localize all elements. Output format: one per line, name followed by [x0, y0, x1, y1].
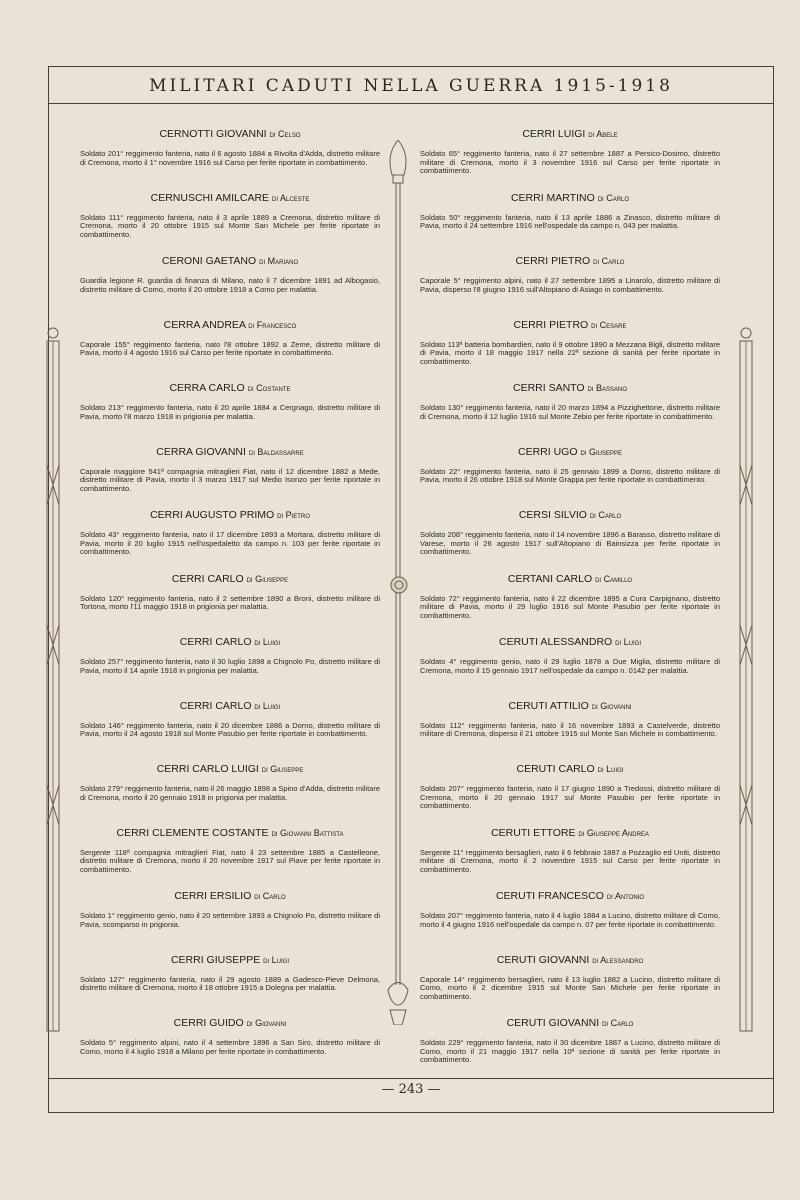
soldier-surname-given: CERUTI GIOVANNI — [496, 953, 590, 966]
soldier-name — [420, 382, 720, 394]
soldier-record-text: Guardia legione R. guardia di finanza di Milano, nato il 7 dicembre 1891 ad Albogasio, distretto militare di Como, morto il 20 ottobre 1918 a Como per malattia. — [80, 276, 380, 294]
soldier-name — [420, 700, 720, 712]
soldier-surname-given: CERRI CLEMENTE COSTANTE — [116, 826, 269, 839]
soldier-name — [420, 954, 720, 966]
soldier-record-text: Soldato 113ª batteria bombardieri, nato il 9 ottobre 1890 a Mezzana Bigli, distretto militare di Pavia, morto il 18 maggio 1917 nella 22ª sezione di sanità per ferite riportate in combattimento. — [420, 339, 720, 366]
center-seal-icon — [390, 576, 408, 594]
fallen-soldier-entry — [420, 255, 720, 294]
soldier-name — [420, 763, 720, 775]
soldier-name — [420, 192, 720, 204]
page-number: — 243 — — [381, 1082, 441, 1097]
fallen-soldier-entry — [420, 827, 720, 875]
soldier-surname-given: CERUTI CARLO — [516, 763, 595, 775]
soldier-father: di Francesco — [248, 319, 297, 330]
soldier-record-text: Soldato 112° reggimento fanteria, nato il 16 novembre 1893 a Castelverde, distretto militare di Cremona, disperso il 21 ottobre 1915 sul Monte San Michele in combattimento. — [420, 720, 720, 739]
soldier-surname-given: CERUTI ATTILIO — [508, 699, 589, 712]
soldier-surname-given: CERRI ERSILIO — [174, 890, 252, 902]
soldier-name — [420, 446, 720, 458]
soldier-surname-given: CERRI UGO — [518, 445, 578, 458]
fallen-soldier-entry — [80, 192, 380, 240]
soldier-surname-given: CERNUSCHI AMILCARE — [150, 191, 270, 204]
soldier-record-text: Caporale 155° reggimento fanteria, nato l'8 ottobre 1892 a Zeme, distretto militare di Pavia, morto il 4 agosto 1916 sul Carso per ferite riportate in combattimento. — [80, 339, 380, 358]
soldier-name — [80, 192, 380, 204]
soldier-father: di Luigi — [597, 764, 624, 774]
soldier-record-text: Sergente 118ª compagnia mitraglieri Fiat, nato il 23 settembre 1885 a Castelleone, distretto militare di Cremona, morto il 20 novembre 1917 sul Piave per ferite riportate in combattimento. — [80, 847, 380, 874]
fallen-soldier-entry — [80, 509, 380, 557]
soldier-record-text: Soldato 72° reggimento fanteria, nato il 22 dicembre 1895 a Cura Carpignano, distretto militare di Pavia, morto il 29 luglio 1916 sul Monte Pasubio per ferite riportate in combattimento. — [420, 593, 720, 620]
soldier-record-text: Soldato 120° reggimento fanteria, nato il 2 settembre 1890 a Broni, distretto militare di Tortona, morto l'11 maggio 1918 in prigionia per malattia. — [80, 593, 380, 612]
soldier-surname-given: CERUTI GIOVANNI — [506, 1017, 600, 1029]
fallen-soldier-entry — [80, 573, 380, 612]
soldier-record-text: Soldato 43° reggimento fanteria, nato il 17 dicembre 1893 a Mortara, distretto militare di Pavia, morto il 20 luglio 1915 nell'ospedaletto da campo n. 103 per ferite riportate in combattimento. — [80, 530, 380, 557]
fallen-soldier-entry — [420, 573, 720, 621]
soldier-surname-given: CERRI CARLO — [171, 572, 244, 585]
fallen-soldier-entry — [80, 128, 380, 167]
soldier-name — [420, 255, 720, 267]
soldier-father: di Bassano — [587, 383, 627, 393]
fallen-soldier-entry — [80, 446, 380, 494]
soldier-father: di Giuseppe — [261, 764, 304, 774]
soldier-name — [80, 446, 380, 458]
soldier-father: di Cesare — [591, 319, 627, 330]
soldier-surname-given: CERSI SILVIO — [518, 509, 587, 521]
soldier-surname-given: CERTANI CARLO — [507, 572, 593, 585]
soldier-name — [420, 636, 720, 648]
header-rule — [48, 103, 774, 104]
soldier-father: di Baldassarre — [248, 446, 304, 457]
soldier-surname-given: CERRI GIUSEPPE — [170, 953, 261, 966]
soldier-record-text: Soldato 207° reggimento fanteria, nato il 4 luglio 1884 a Lucino, distretto militare di Como, morto il 4 giugno 1916 nell'ospedale da campo n. 07 per ferite riportate in combattimento. — [420, 911, 720, 929]
soldier-father: di Mariano — [259, 256, 299, 266]
fallen-soldier-entry — [420, 509, 720, 557]
page-title: MILITARI CADUTI NELLA GUERRA 1915-1918 — [149, 76, 673, 96]
fallen-soldier-entry — [420, 636, 720, 675]
soldier-name — [420, 128, 720, 140]
soldier-name — [80, 382, 380, 394]
soldier-record-text: Soldato 257° reggimento fanteria, nato il 30 luglio 1898 a Chignolo Po, distretto militare di Pavia, morto il 14 aprile 1918 in prigionia per malattia. — [80, 657, 380, 675]
soldier-name — [80, 827, 380, 839]
fallen-soldier-entry — [420, 192, 720, 231]
fallen-soldier-entry — [80, 763, 380, 802]
soldier-name — [80, 1017, 380, 1029]
soldier-surname-given: CERRI CARLO — [179, 699, 252, 712]
soldier-father: di Carlo — [593, 256, 625, 266]
soldier-surname-given: CERRA CARLO — [169, 382, 245, 394]
soldier-father: di Carlo — [589, 510, 622, 520]
soldier-father: di Giovanni — [246, 1018, 287, 1028]
fallen-soldier-entry — [80, 255, 380, 294]
soldier-surname-given: CERUTI FRANCESCO — [495, 890, 604, 902]
fallen-soldier-entry — [80, 382, 380, 421]
fallen-soldier-entry — [420, 446, 720, 485]
right-fasces-ornament — [734, 325, 758, 1040]
soldier-name — [80, 954, 380, 966]
soldier-father: di Giovanni — [591, 700, 632, 711]
soldier-name — [80, 890, 380, 902]
soldier-surname-given: CERRA ANDREA — [163, 318, 246, 331]
soldier-surname-given: CERRI SANTO — [512, 382, 585, 394]
soldier-surname-given: CERRI LUIGI — [522, 128, 586, 140]
soldier-father: di Antonio — [606, 891, 645, 901]
soldier-record-text: Soldato 229° reggimento fanteria, nato il 30 dicembre 1887 a Lucino, distretto militare di Como, morto il 21 maggio 1917 nella 10ª sezione di sanità per ferite riportate in combattimento. — [420, 1038, 720, 1065]
soldier-surname-given: CERONI GAETANO — [161, 255, 257, 267]
soldier-record-text: Soldato 127° reggimento fanteria, nato il 29 agosto 1889 a Gadesco-Pieve Delmona, distretto militare di Cremona, morto il 18 ottobre 1915 a Dolegna per malattia. — [80, 974, 380, 993]
soldier-father: di Celso — [269, 129, 301, 139]
soldier-record-text: Caporale 14° reggimento bersaglieri, nato il 13 luglio 1882 a Lucino, distretto militare di Como, morto il 2 dicembre 1915 sul Monte San Michele per ferite riportate in combattimento. — [420, 974, 720, 1001]
fallen-soldier-entry — [80, 1017, 380, 1056]
soldier-name — [420, 827, 720, 839]
soldier-record-text: Soldato 1° reggimento genio, nato il 20 settembre 1893 a Chignolo Po, distretto militare di Pavia, scomparso in prigionia. — [80, 911, 380, 929]
soldier-father: di Giuseppe Andrea — [578, 827, 649, 838]
soldier-record-text: Soldato 208° reggimento fanteria, nato il 14 novembre 1896 a Barasso, distretto militare di Varese, morto il 26 agosto 1917 sull'Altopiano di Bainsizza per ferite riportate in combattimento. — [420, 530, 720, 557]
soldier-surname-given: CERRI CARLO — [179, 636, 252, 648]
soldier-father: di Giuseppe — [580, 446, 622, 457]
soldier-surname-given: CERRI CARLO LUIGI — [156, 763, 259, 775]
soldier-father: di Camillo — [595, 573, 633, 584]
fallen-soldier-entry — [80, 890, 380, 929]
soldier-name — [80, 128, 380, 140]
soldier-father: di Luigi — [254, 637, 281, 647]
soldier-record-text: Soldato 130° reggimento fanteria, nato il 20 marzo 1894 a Pizzighettone, distretto militare di Cremona, morto il 12 luglio 1916 sul Monte Zebio per ferite riportate in combattimento. — [420, 403, 720, 421]
soldier-surname-given: CERRI PIETRO — [513, 318, 589, 331]
soldier-father: di Carlo — [254, 891, 286, 901]
soldier-record-text: Soldato 111° reggimento fanteria, nato il 3 aprile 1889 a Cremona, distretto militare di Cremona, morto il 20 ottobre 1915 sul Monte San Michele per ferite riportate in combattimento. — [80, 212, 380, 239]
soldier-surname-given: CERRI PIETRO — [515, 255, 591, 267]
soldier-father: di Luigi — [263, 954, 290, 965]
soldier-name — [420, 1017, 720, 1029]
soldier-record-text: Soldato 4° reggimento genio, nato il 29 luglio 1878 a Due Miglia, distretto militare di Cremona, morto il 15 gennaio 1917 nell'ospedale da campo n. 0142 per malattia. — [420, 657, 720, 675]
fallen-soldier-entry — [80, 700, 380, 739]
footer-rule — [48, 1078, 774, 1079]
left-fasces-ornament — [41, 325, 65, 1040]
soldier-surname-given: CERRI AUGUSTO PRIMO — [150, 509, 275, 521]
soldier-name — [80, 319, 380, 331]
fallen-soldier-entry — [420, 700, 720, 739]
soldier-surname-given: CERRA GIOVANNI — [156, 445, 246, 458]
soldier-record-text: Soldato 207° reggimento fanteria, nato il 17 giugno 1890 a Tredossi, distretto militare di Cremona, morto il 20 gennaio 1917 sul Monte Pasubio per ferite riportate in combattimento. — [420, 784, 720, 811]
soldier-name — [80, 255, 380, 267]
soldier-record-text: Soldato 22° reggimento fanteria, nato il 25 gennaio 1899 a Dorno, distretto militare di Pavia, morto il 26 ottobre 1918 sul Monte Grappa per ferite riportate in combattimento. — [420, 466, 720, 485]
fallen-soldier-entry — [420, 382, 720, 421]
fallen-soldier-entry — [80, 319, 380, 358]
fallen-soldier-entry — [420, 1017, 720, 1065]
soldier-record-text: Sergente 11° reggimento bersaglieri, nato il 6 febbraio 1887 a Pozzaglio ed Uniti, distretto militare di Cremona, morto il 2 novembre 1915 sul Carso per ferite riportate in combattimento. — [420, 847, 720, 874]
fallen-soldier-entry — [420, 890, 720, 929]
soldier-surname-given: CERUTI ALESSANDRO — [499, 636, 613, 648]
soldier-surname-given: CERRI GUIDO — [173, 1017, 244, 1029]
soldier-father: di Carlo — [597, 192, 630, 203]
soldier-name — [80, 573, 380, 585]
fallen-soldier-entry — [420, 954, 720, 1002]
soldier-record-text: Caporale 5° reggimento alpini, nato il 27 settembre 1895 a Linarolo, distretto militare di Pavia, disperso l'8 giugno 1916 sull'Altopiano di Asiago in combattimento. — [420, 276, 720, 294]
soldier-name — [80, 763, 380, 775]
soldier-name — [80, 700, 380, 712]
soldier-surname-given: CERUTI ETTORE — [491, 826, 576, 839]
soldier-father: di Alessandro — [592, 954, 644, 965]
soldier-father: di Giovanni Battista — [271, 827, 344, 838]
soldier-father: di Giuseppe — [246, 573, 289, 584]
soldier-record-text: Soldato 65° reggimento fanteria, nato il 27 settembre 1887 a Persico-Dosimo, distretto militare di Cremona, morto il 3 novembre 1916 sul Carso per ferite riportate in combattimento. — [420, 149, 720, 176]
soldier-record-text: Soldato 279° reggimento fanteria, nato il 26 maggio 1898 a Spino d'Adda, distretto militare di Cremona, morto il 20 gennaio 1918 in prigionia per malattia. — [80, 784, 380, 802]
soldier-name — [420, 509, 720, 521]
soldier-father: di Carlo — [602, 1018, 634, 1028]
soldier-record-text: Soldato 213° reggimento fanteria, nato il 20 aprile 1884 a Cergnago, distretto militare di Pavia, morto l'8 marzo 1918 in prigionia per malattia. — [80, 403, 380, 421]
soldier-record-text: Soldato 50° reggimento fanteria, nato il 13 aprile 1886 a Zinasco, distretto militare di Pavia, morto il 24 settembre 1916 nell'ospedale da campo n. 043 per malattia. — [420, 212, 720, 231]
soldier-name — [80, 509, 380, 521]
fallen-soldier-entry — [80, 954, 380, 993]
soldier-father: di Pietro — [277, 510, 310, 520]
soldier-name — [420, 890, 720, 902]
soldier-record-text: Caporale maggiore 541ª compagnia mitraglieri Fiat, nato il 12 dicembre 1882 a Mede, distretto militare di Pavia, morto il 3 marzo 1917 sul Medio Isonzo per ferite riportate in combattimento. — [80, 466, 380, 493]
soldier-name — [80, 636, 380, 648]
fallen-soldier-entry — [420, 128, 720, 176]
fallen-soldier-entry — [80, 827, 380, 875]
soldier-father: di Alceste — [272, 192, 310, 203]
soldier-surname-given: CERRI MARTINO — [510, 191, 595, 204]
soldier-father: di Abele — [588, 129, 618, 139]
soldier-surname-given: CERNOTTI GIOVANNI — [159, 128, 267, 140]
fallen-soldier-entry — [420, 763, 720, 811]
soldier-father: di Luigi — [254, 700, 281, 711]
soldier-father: di Costante — [247, 383, 291, 393]
soldier-name — [420, 573, 720, 585]
soldier-record-text: Soldato 5° reggimento alpini, nato il 4 settembre 1896 a San Siro, distretto militare di Como, morto il 4 luglio 1918 a Milano per ferite riportate in combattimento. — [80, 1038, 380, 1056]
soldier-name — [420, 319, 720, 331]
fallen-soldier-entry — [420, 319, 720, 367]
fallen-soldier-entry — [80, 636, 380, 675]
soldier-father: di Luigi — [615, 637, 641, 647]
soldier-record-text: Soldato 146° reggimento fanteria, nato il 20 dicembre 1886 a Dorno, distretto militare di Pavia, morto il 24 agosto 1918 sul Monte Pasubio per ferite riportate in combattimento. — [80, 720, 380, 739]
soldier-record-text: Soldato 201° reggimento fanteria, nato il 6 agosto 1884 a Rivolta d'Adda, distretto militare di Cremona, morto il 1° novembre 1916 sul Carso per ferite riportate in combattimento. — [80, 149, 380, 167]
